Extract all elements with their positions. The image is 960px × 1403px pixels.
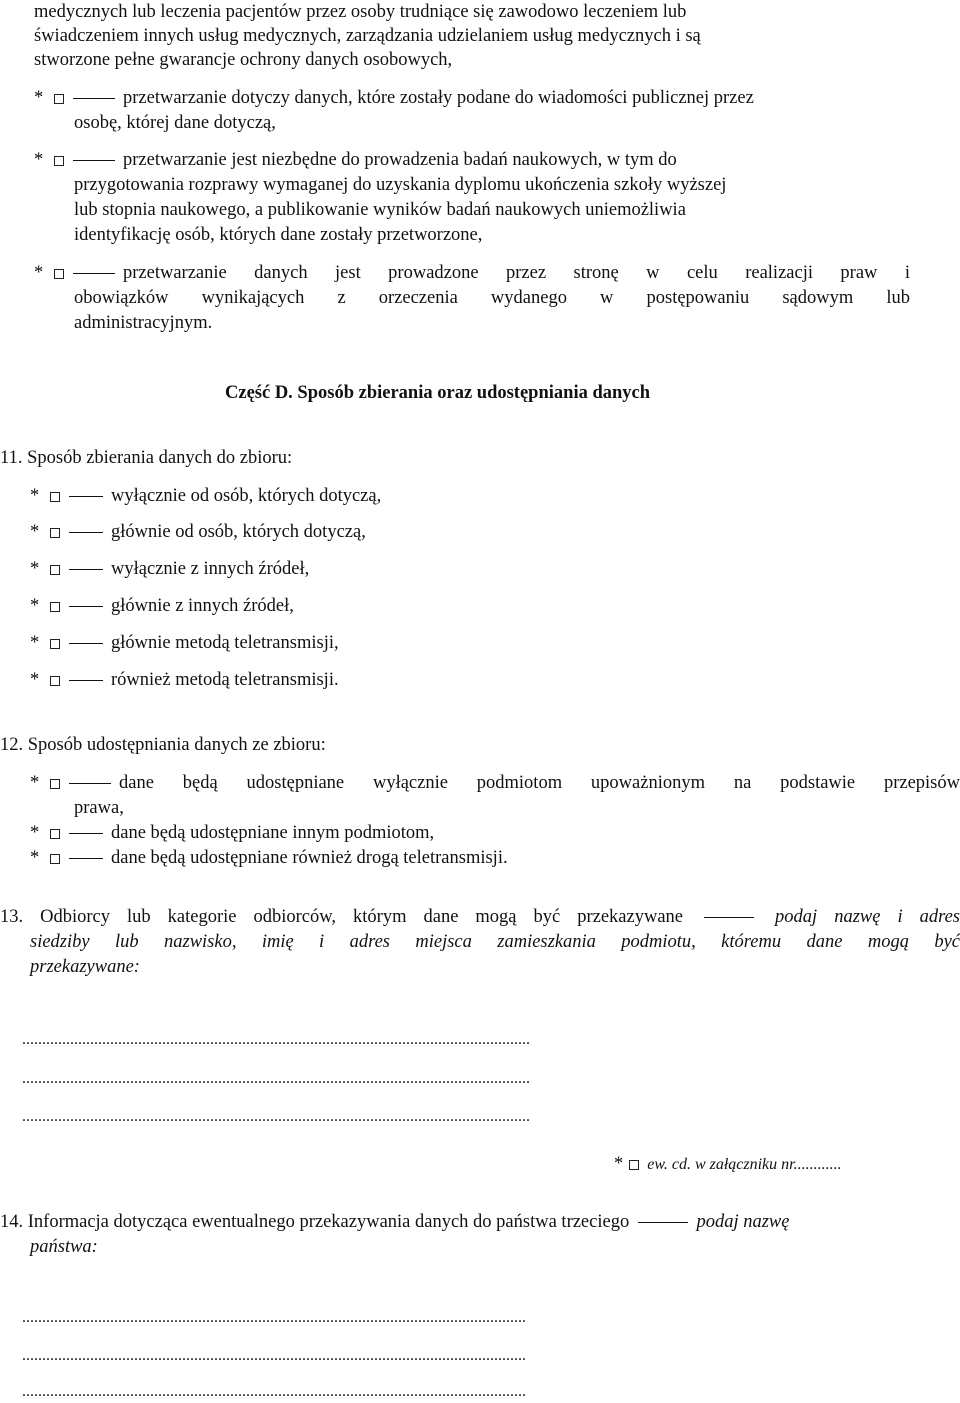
q12-label: [0, 733, 326, 757]
asterisk: *: [30, 522, 40, 542]
dash: [704, 917, 754, 918]
q14-instruction: podaj nazwę: [696, 1212, 790, 1232]
dash: [69, 858, 103, 859]
q14-line-2: państwa:: [30, 1237, 98, 1257]
option-text: przetwarzanie dotyczy danych, które zostały podane do wiadomości publicznej przez: [123, 88, 754, 108]
asterisk: *: [34, 263, 44, 283]
option-research-cont-2: lub stopnia naukowego, a publikowanie wyników badań naukowych uniemożliwia: [74, 200, 686, 220]
q11-number: 11.: [0, 448, 23, 468]
dash: [69, 496, 103, 497]
option-text: przetwarzanie jest niezbędne do prowadzenia badań naukowych, w tym do: [123, 150, 677, 170]
asterisk: *: [34, 150, 44, 170]
dash: [638, 1222, 688, 1223]
option-research-cont-3: identyfikację osób, których dane zostały przetworzone,: [74, 225, 483, 245]
q11-option-6: [30, 668, 339, 692]
option-research: [34, 148, 677, 172]
checkbox-q11-3[interactable]: [50, 565, 60, 575]
q12-option-1-cont: prawa,: [74, 798, 124, 818]
checkbox-attachment[interactable]: [629, 1160, 639, 1170]
checkbox-q12-1[interactable]: [50, 779, 60, 789]
option-text: wyłącznie od osób, których dotyczą,: [111, 486, 382, 506]
option-research-cont-1: przygotowania rozprawy wymaganej do uzyskania dyplomu ukończenia szkoły wyższej: [74, 175, 727, 195]
checkbox-q11-4[interactable]: [50, 602, 60, 612]
q11-option-5: [30, 631, 339, 655]
dash: [73, 98, 115, 99]
checkbox-q11-2[interactable]: [50, 528, 60, 538]
asterisk: *: [30, 633, 40, 653]
q14-line-1: [0, 1210, 789, 1234]
q14-blank-line-2[interactable]: ..............................................................................................................................: [22, 1347, 526, 1364]
checkbox-research[interactable]: [54, 156, 64, 166]
intro-line-3: stworzone pełne gwarancje ochrony danych osobowych,: [34, 50, 453, 70]
dash: [69, 569, 103, 570]
q11-option-2: [30, 520, 366, 544]
dash: [69, 833, 103, 834]
checkbox-q11-5[interactable]: [50, 639, 60, 649]
option-text: przetwarzanie danych jest prowadzone przez stronę w celu realizacji praw i: [123, 263, 910, 283]
q14-number: 14.: [0, 1212, 24, 1232]
q13-number: 13.: [0, 907, 24, 927]
q13-line-2: siedziby lub nazwisko, imię i adres miejsca zamieszkania podmiotu, któremu dane mogą być: [30, 932, 960, 952]
dash: [69, 643, 103, 644]
option-court-order-cont-1: obowiązków wynikających z orzeczenia wydanego w postępowaniu sądowym lub: [74, 288, 910, 308]
dash: [69, 532, 103, 533]
asterisk: *: [30, 823, 40, 843]
q13-attachment: [614, 1152, 842, 1177]
q12-number: 12.: [0, 735, 24, 755]
q14-blank-line-3[interactable]: ..............................................................................................................................: [22, 1383, 526, 1400]
dash: [69, 606, 103, 607]
asterisk: *: [30, 670, 40, 690]
asterisk: *: [30, 596, 40, 616]
checkbox-q11-1[interactable]: [50, 492, 60, 502]
option-public-data: [34, 86, 754, 110]
dash: [73, 273, 115, 274]
asterisk: *: [30, 559, 40, 579]
option-text: również metodą teletransmisji.: [111, 670, 339, 690]
option-court-order: [34, 261, 910, 285]
section-d-title: Część D. Sposób zbierania oraz udostępniania danych: [225, 383, 651, 403]
q12-option-3: [30, 846, 508, 870]
option-court-order-cont-2: administracyjnym.: [74, 313, 213, 333]
q13-line-3: przekazywane:: [30, 957, 140, 977]
checkbox-q12-3[interactable]: [50, 854, 60, 864]
q11-option-3: [30, 557, 309, 581]
option-text: wyłącznie z innych źródeł,: [111, 559, 310, 579]
option-text: dane będą udostępniane wyłącznie podmiotom upoważnionym na podstawie przepisów: [119, 773, 960, 793]
q13-blank-line-1[interactable]: ...............................................................................................................................: [22, 1031, 530, 1048]
q13-text: Odbiorcy lub kategorie odbiorców, którym dane mogą być przekazywane: [40, 907, 684, 927]
dash: [69, 680, 103, 681]
q11-option-4: [30, 594, 294, 618]
asterisk: *: [30, 486, 40, 506]
option-text: dane będą udostępniane innym podmiotom,: [111, 823, 435, 843]
q11-text: Sposób zbierania danych do zbioru:: [27, 448, 293, 468]
dash: [69, 783, 111, 784]
option-text: głównie z innych źródeł,: [111, 596, 294, 616]
option-text: dane będą udostępniane również drogą teletransmisji.: [111, 848, 508, 868]
checkbox-q11-6[interactable]: [50, 676, 60, 686]
q14-text: Informacja dotycząca ewentualnego przekazywania danych do państwa trzeciego: [27, 1212, 630, 1232]
asterisk: *: [30, 773, 40, 793]
q13-line-1: [0, 905, 960, 929]
q13-blank-line-2[interactable]: ...............................................................................................................................: [22, 1070, 530, 1087]
q14-blank-line-1[interactable]: ..............................................................................................................................: [22, 1309, 526, 1326]
option-text: głównie metodą teletransmisji,: [111, 633, 339, 653]
q11-option-1: [30, 484, 381, 508]
option-text: głównie od osób, których dotyczą,: [111, 522, 366, 542]
checkbox-public-data[interactable]: [54, 94, 64, 104]
intro-line-2: świadczeniem innych usług medycznych, zarządzania udzielaniem usług medycznych i są: [34, 26, 701, 46]
asterisk: *: [34, 88, 44, 108]
q12-option-1: [30, 771, 960, 795]
q12-text: Sposób udostępniania danych ze zbioru:: [27, 735, 326, 755]
q12-option-2: [30, 821, 434, 845]
dash: [73, 160, 115, 161]
q11-label: [0, 446, 292, 470]
asterisk: *: [614, 1154, 624, 1174]
attachment-text: ew. cd. w załączniku nr............: [647, 1156, 842, 1173]
q13-blank-line-3[interactable]: ...............................................................................................................................: [22, 1108, 530, 1125]
checkbox-q12-2[interactable]: [50, 829, 60, 839]
option-public-data-cont: osobę, której dane dotyczą,: [74, 113, 276, 133]
intro-line-1: medycznych lub leczenia pacjentów przez osoby trudniące się zawodowo leczeniem lub: [34, 2, 687, 22]
checkbox-court-order[interactable]: [54, 269, 64, 279]
q13-instruction: podaj nazwę i adres: [775, 907, 960, 927]
asterisk: *: [30, 848, 40, 868]
